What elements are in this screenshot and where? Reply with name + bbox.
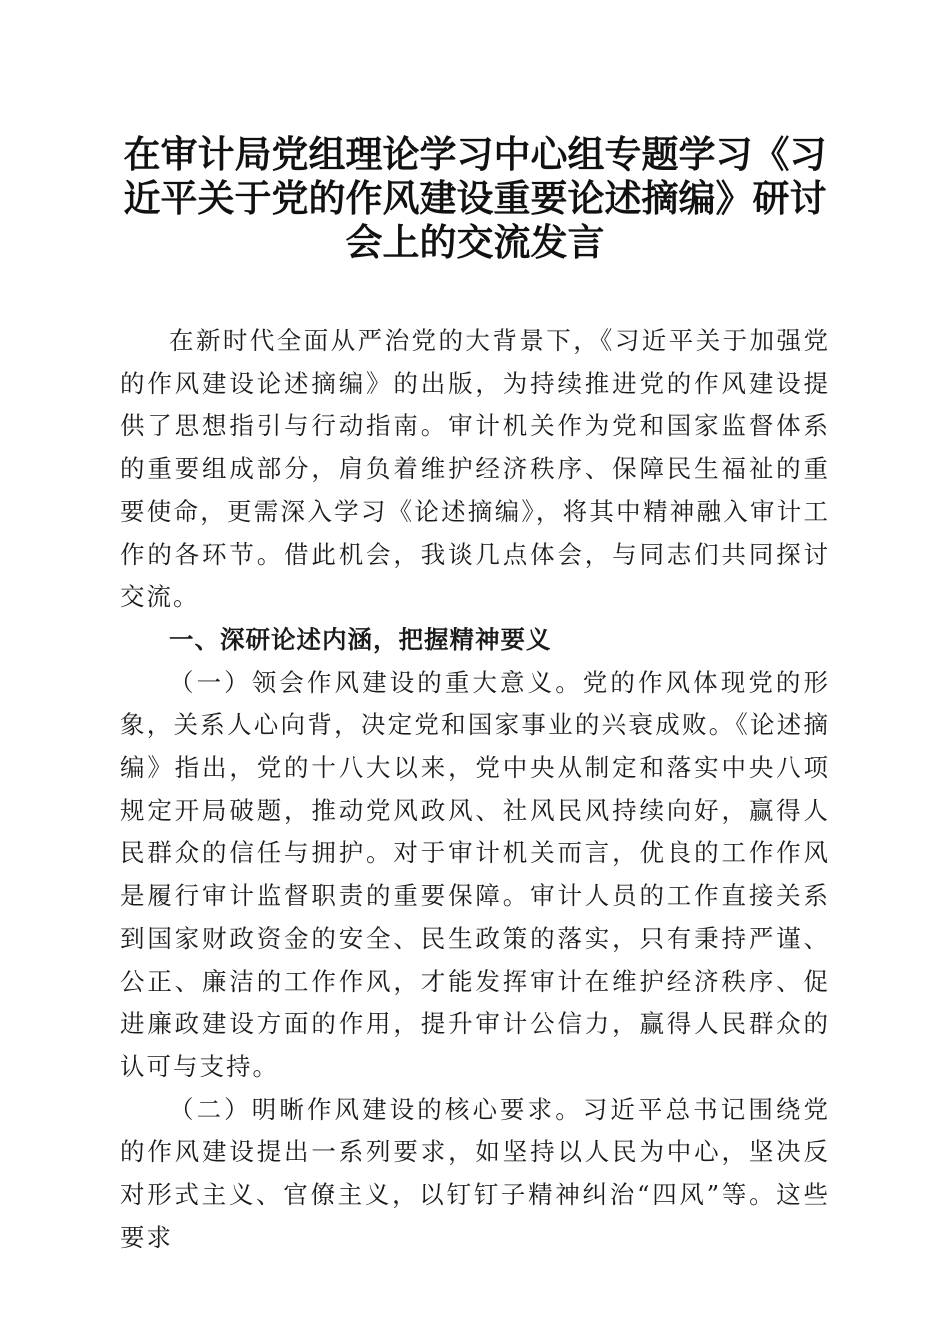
section-heading-1: 一、深研论述内涵，把握精神要义 bbox=[169, 624, 552, 654]
document-body bbox=[120, 320, 830, 1259]
subsection-paragraph-2: （二）明晰作风建设的核心要求。习近平总书记围绕党的作风建设提出一系列要求，如坚持以人民为中心，坚决反对形式主义、官僚主义，以钉钉子精神纠治“四风”等。这些要求 bbox=[120, 1094, 830, 1252]
document-title: 在审计局党组理论学习中心组专题学习《习近平关于党的作风建设重要论述摘编》研讨会上的交流发言 bbox=[123, 132, 827, 264]
intro-paragraph: 在新时代全面从严治党的大背景下，《习近平关于加强党的作风建设论述摘编》的出版，为持续推进党的作风建设提供了思想指引与行动指南。审计机关作为党和国家监督体系的重要组成部分，肩负着维护经济秩序、保障民生福祉的重要使命，更需深入学习《论述摘编》，将其中精神融入审计工作的各环节。借此机会，我谈几点体会，与同志们共同探讨交流。 bbox=[120, 326, 830, 612]
subsection-paragraph-1: （一）领会作风建设的重大意义。党的作风体现党的形象，关系人心向背，决定党和国家事业的兴衰成败。《论述摘编》指出，党的十八大以来，党中央从制定和落实中央八项规定开局破题，推动党风政风、社风民风持续向好，赢得人民群众的信任与拥护。对于审计机关而言，优良的工作作风是履行审计监督职责的重要保障。审计人员的工作直接关系到国家财政资金的安全、民生政策的落实，只有秉持严谨、公正、廉洁的工作作风，才能发挥审计在维护经济秩序、促进廉政建设方面的作用，提升审计公信力，赢得人民群众的认可与支持。 bbox=[120, 667, 830, 1081]
